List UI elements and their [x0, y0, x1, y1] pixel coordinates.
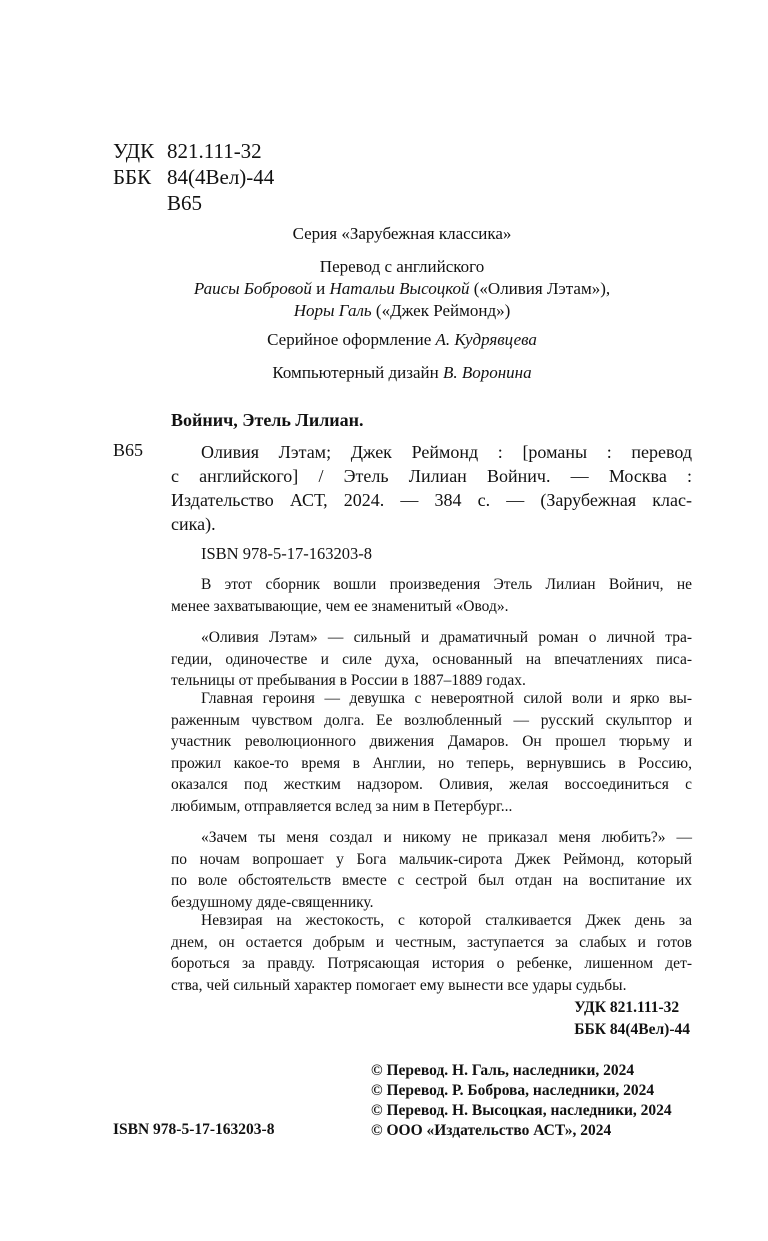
footer-bbk: ББК 84(4Вел)-44: [574, 1021, 690, 1038]
copyright-line: © Перевод. Р. Боброва, наследники, 2024: [371, 1082, 655, 1099]
annotation-line: «Оливия Лэтам» — сильный и драматичный роман о личной тра-: [201, 629, 692, 646]
catalog-title-line: Издательство АСТ, 2024. — 384 с. — (Зарубежная клас-: [171, 490, 692, 510]
catalog-isbn: ISBN 978-5-17-163203-8: [201, 544, 372, 563]
catalog-code: В65: [113, 440, 144, 460]
annotation-line: «Зачем ты меня создал и никому не приказал меня любить?» —: [201, 829, 692, 846]
translator-gal-line: [96, 300, 708, 322]
series-line: Серия «Зарубежная классика»: [292, 224, 512, 243]
annotation-line: гедии, одиночестве и силе духа, основанный на впечатлениях писа-: [171, 650, 692, 668]
translators-line: [96, 278, 708, 300]
footer-codes: [574, 997, 690, 1041]
catalog-title-line: с английского] / Этель Лилиан Войнич. — Москва :: [171, 466, 692, 486]
annotation-intro: [171, 574, 692, 617]
copyright-line: © Перевод. Н. Высоцкая, наследники, 2024: [371, 1102, 672, 1119]
and-word: и: [311, 279, 330, 298]
computer-designer: В. Воронина: [442, 363, 532, 382]
copyright-line: © Перевод. Н. Галь, наследники, 2024: [371, 1062, 635, 1079]
annotation-line: тельницы от пребывания в России в 1887–1889 годах.: [171, 672, 526, 689]
annotation-line: днем, он остается добрым и честным, заступается за слабых и готов: [171, 933, 692, 951]
annotation-line: ства, чей сильный характер помогает ему вынести все удары судьбы.: [171, 976, 627, 994]
series-design-label: Серийное оформление: [267, 330, 436, 349]
footer-isbn: ISBN 978-5-17-163203-8: [113, 1121, 275, 1138]
footer-udk: УДК 821.111-32: [574, 999, 680, 1016]
annotation-line: по ночам вопрошает у Бога мальчик-сирота Джек Реймонд, который: [171, 850, 692, 868]
annotation-line: оказался под жестким надзором. Оливия, желая воссоединиться с: [171, 776, 692, 793]
translation-credits: [96, 256, 708, 322]
annotation-jack-p1: [171, 827, 692, 913]
annotation-line: прожил какое-то время в Англии, но теперь, вернувшись в Россию,: [171, 754, 692, 772]
annotation-olivia-p1: [171, 627, 692, 692]
annotation-line: Невзирая на жестокость, с которой сталкивается Джек день за: [201, 912, 692, 929]
computer-design-line: [96, 363, 708, 383]
bbk-value: 84(4Вел)-44: [167, 165, 275, 189]
udk-line: [113, 138, 274, 164]
annotation-line: бездушному дяде-священнику.: [171, 893, 374, 911]
translator-bobrova: Раисы Бобровой: [193, 279, 312, 298]
annotation-line: любимым, отправляется вслед за ним в Петербург...: [171, 797, 513, 815]
annotation-jack-p2: [171, 910, 692, 996]
translator-gal: Норы Галь: [293, 301, 372, 320]
bbk-line: [113, 164, 274, 190]
series-design-line: [96, 330, 708, 350]
annotation-line: раженным чувством долга. Ее возлюбленный — русский скульптор и: [171, 711, 692, 729]
series-designer: А. Кудрявцева: [435, 330, 537, 349]
annotation-olivia-p2: [171, 688, 692, 817]
annotation-line: менее захватывающие, чем ее знаменитый «Овод».: [171, 597, 509, 615]
annotation-line: по воле обстоятельств вместе с сестрой был отдан на воспитание их: [171, 872, 692, 889]
catalog-author: Войнич, Этель Лилиан.: [171, 410, 364, 430]
translator-gal-work: («Джек Реймонд»): [371, 301, 511, 320]
annotation-line: участник революционного движения Дамаров. Он прошел тюрьму и: [171, 733, 692, 750]
translation-intro: Перевод с английского: [319, 257, 485, 276]
author-mark: В65: [167, 191, 203, 215]
annotation-line: Главная героиня — девушка с невероятной силой воли и ярко вы-: [201, 690, 692, 707]
annotation-line: В этот сборник вошли произведения Этель Лилиан Войнич, не: [201, 576, 692, 593]
classification-codes: [113, 138, 274, 216]
udk-value: 821.111-32: [167, 139, 262, 163]
translator-vysotskaya-work: («Оливия Лэтам»),: [469, 279, 611, 298]
udk-label: УДК: [113, 139, 155, 163]
catalog-title-block: [171, 440, 692, 536]
translator-vysotskaya: Натальи Высоцкой: [329, 279, 470, 298]
annotation-line: бороться за правду. Потрясающая история о ребенке, лишенном дет-: [171, 955, 692, 972]
bbk-label: ББК: [113, 165, 152, 189]
catalog-title-line: Оливия Лэтам; Джек Реймонд : [романы : перевод: [201, 442, 692, 462]
copyright-line: © ООО «Издательство АСТ», 2024: [371, 1122, 612, 1139]
computer-design-label: Компьютерный дизайн: [272, 363, 443, 382]
copyright-block: [371, 1061, 672, 1141]
catalog-title-line: сика).: [171, 514, 216, 534]
